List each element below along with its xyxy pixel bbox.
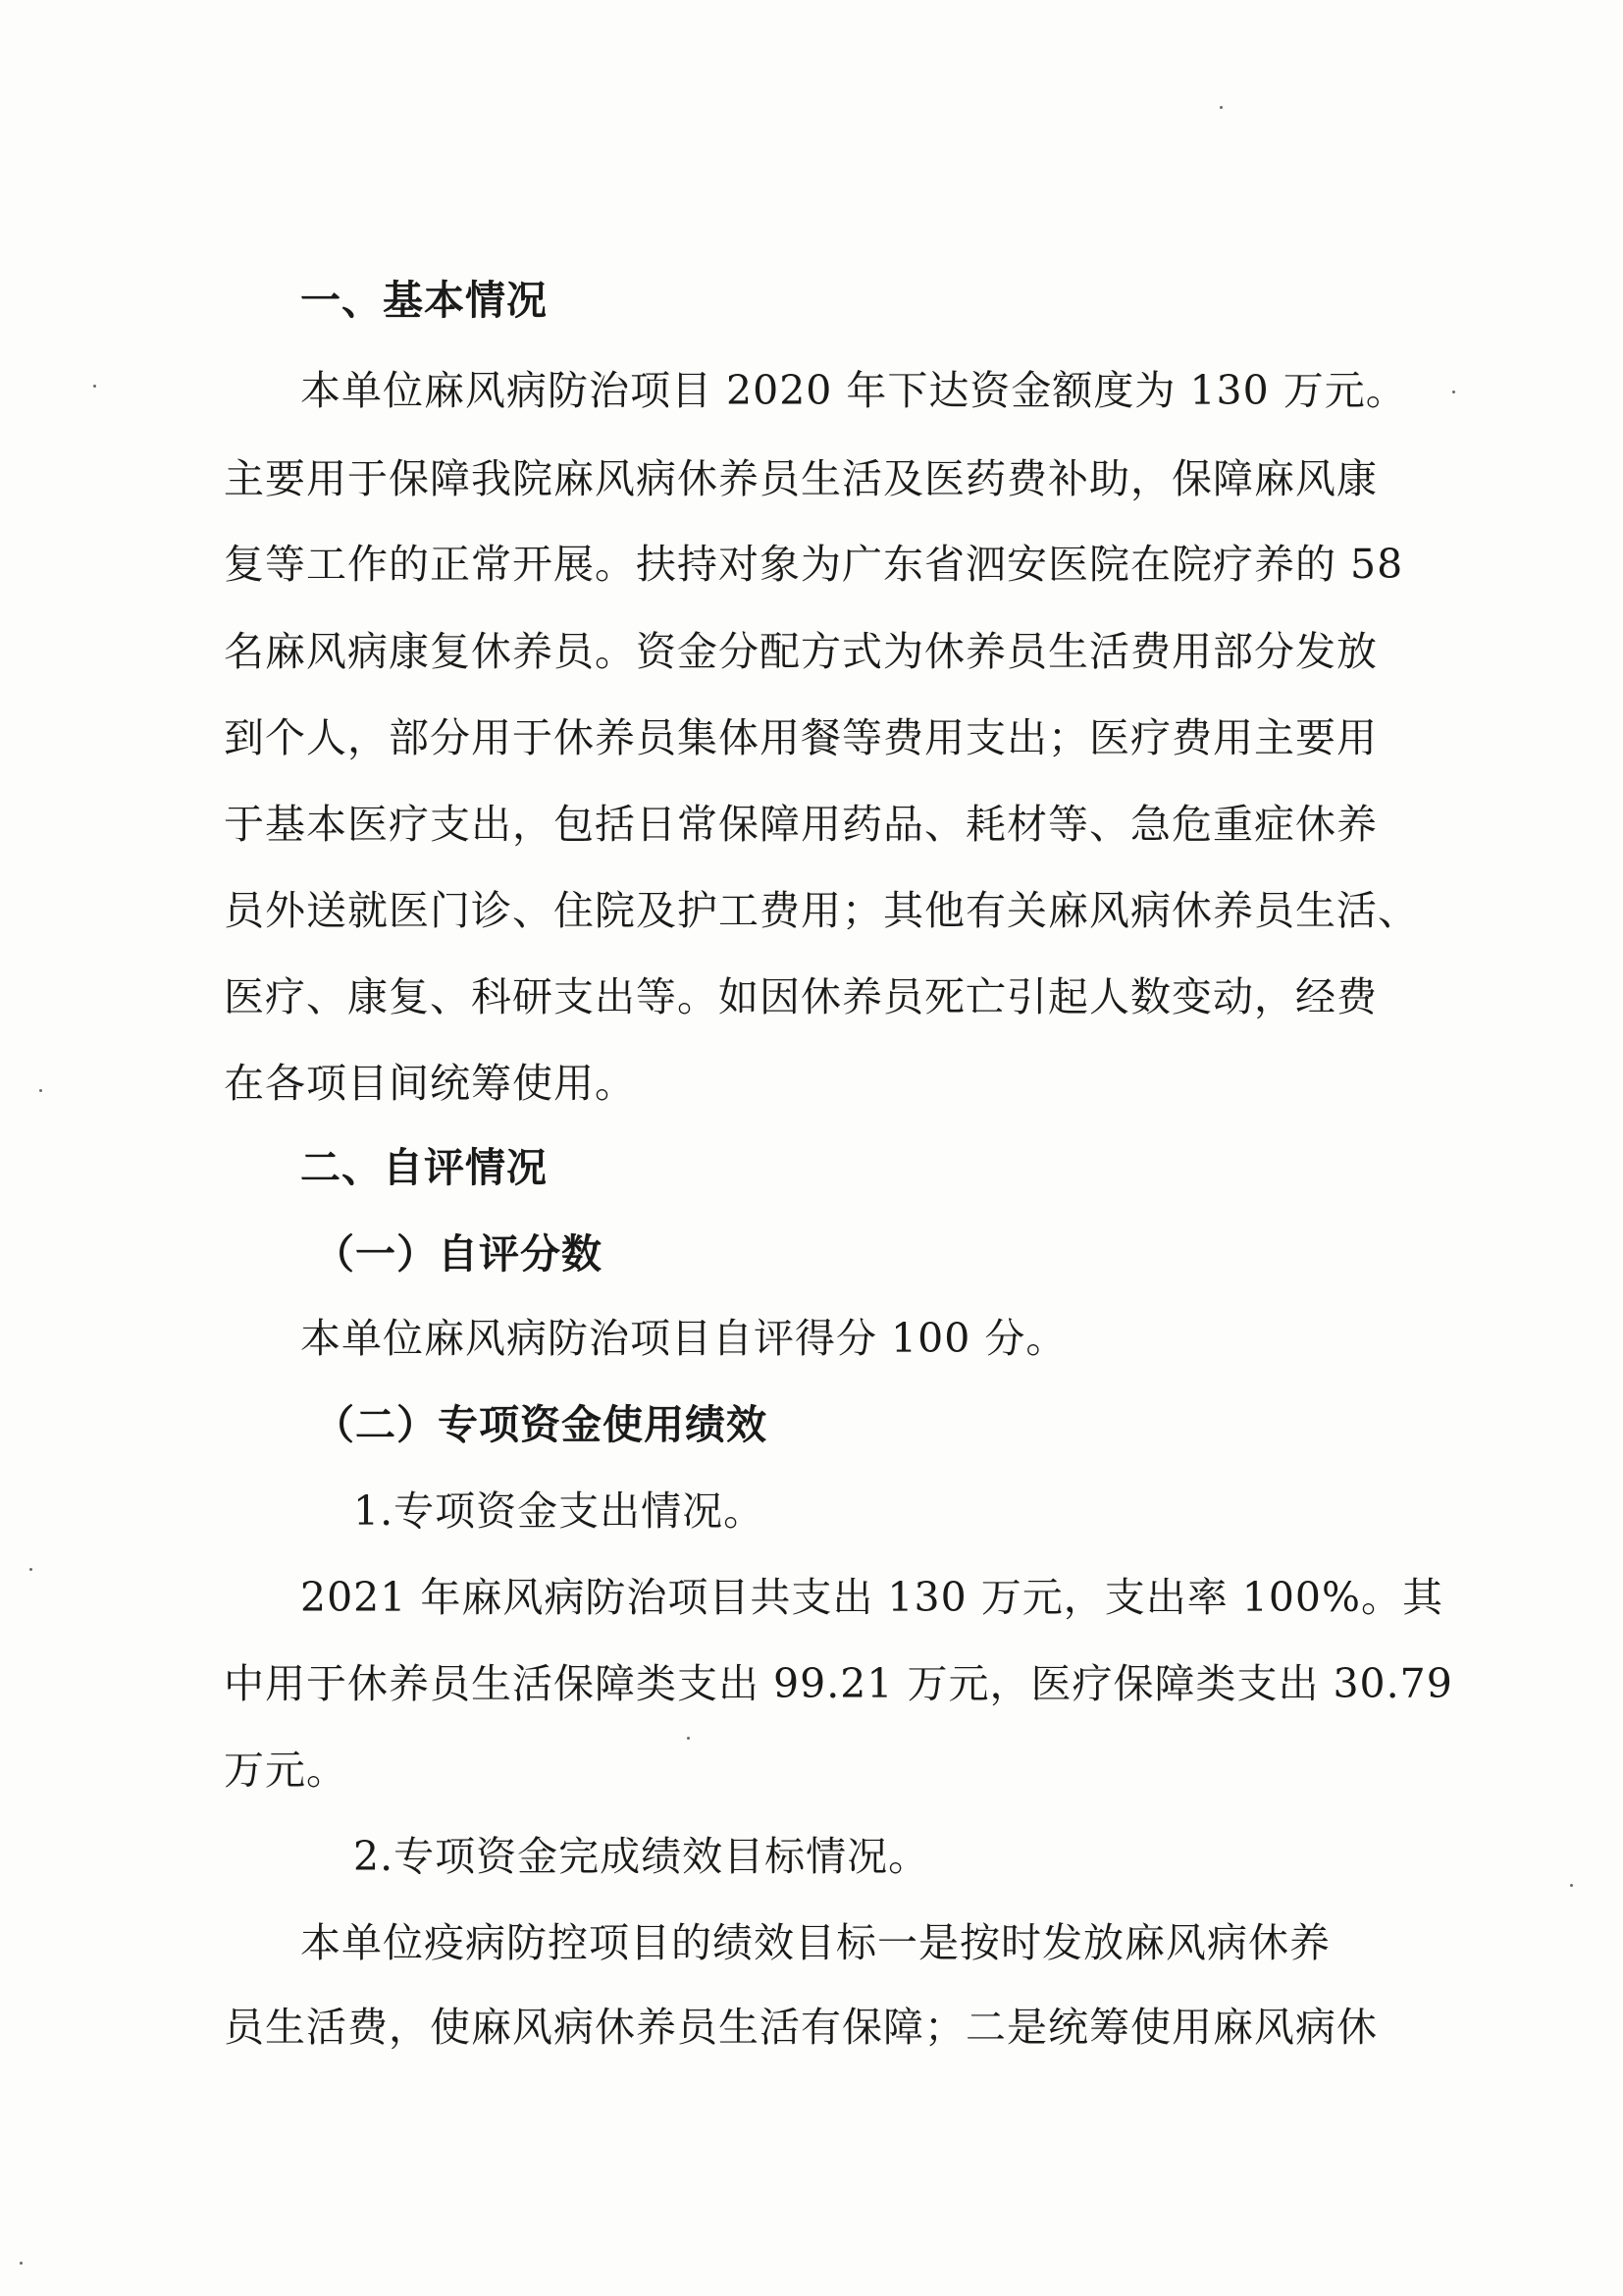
- paragraph-line: 到个人，部分用于休养员集体用餐等费用支出；医疗费用主要用: [224, 714, 1378, 761]
- paragraph-line: 医疗、康复、科研支出等。如因休养员死亡引起人数变动，经费: [224, 973, 1378, 1020]
- scan-speck: [39, 1089, 42, 1092]
- section-heading-basic-info: 一、基本情况: [300, 277, 548, 324]
- scan-speck: [1570, 1884, 1573, 1887]
- paragraph-line: 中用于休养员生活保障类支出 99.21 万元，医疗保障类支出 30.79: [224, 1660, 1453, 1707]
- paragraph-line: 万元。: [224, 1747, 347, 1794]
- scan-speck: [1220, 106, 1223, 109]
- section-heading-self-evaluation: 二、自评情况: [300, 1144, 548, 1191]
- paragraph-line: 员外送就医门诊、住院及护工费用；其他有关麻风病休养员生活、: [224, 887, 1419, 934]
- scan-speck: [93, 385, 96, 388]
- scan-speck: [20, 2262, 23, 2265]
- paragraph-line: 主要用于保障我院麻风病休养员生活及医药费补助，保障麻风康: [224, 455, 1378, 502]
- item-heading-targets: 2.专项资金完成绩效目标情况。: [353, 1833, 930, 1880]
- paragraph-line: 本单位疫病防控项目的绩效目标一是按时发放麻风病休养: [300, 1919, 1331, 1966]
- subsection-heading-score: （一）自评分数: [314, 1230, 602, 1278]
- paragraph-line: 2021 年麻风病防治项目共支出 130 万元，支出率 100%。其: [300, 1574, 1443, 1621]
- scan-speck: [687, 1737, 690, 1740]
- scan-speck: [1452, 391, 1455, 393]
- paragraph-line: 于基本医疗支出，包括日常保障用药品、耗材等、急危重症休养: [224, 801, 1378, 848]
- paragraph-line: 复等工作的正常开展。扶持对象为广东省泗安医院在院疗养的 58: [224, 541, 1404, 588]
- paragraph-line: 本单位麻风病防治项目 2020 年下达资金额度为 130 万元。: [300, 367, 1407, 414]
- scan-speck: [29, 1568, 32, 1571]
- paragraph-line: 员生活费，使麻风病休养员生活有保障；二是统筹使用麻风病休: [224, 2004, 1378, 2051]
- item-heading-expenditure: 1.专项资金支出情况。: [353, 1487, 765, 1535]
- paragraph-line: 在各项目间统筹使用。: [224, 1060, 636, 1107]
- paragraph-line: 名麻风病康复休养员。资金分配方式为休养员生活费用部分发放: [224, 628, 1378, 675]
- paragraph-line: 本单位麻风病防治项目自评得分 100 分。: [300, 1315, 1068, 1362]
- subsection-heading-performance: （二）专项资金使用绩效: [314, 1401, 767, 1448]
